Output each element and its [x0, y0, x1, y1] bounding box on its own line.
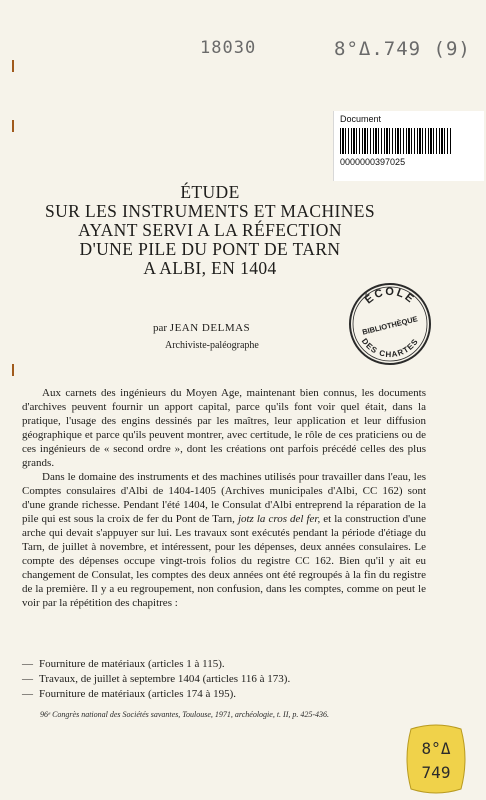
svg-text:DES CHARTES — [360, 337, 420, 359]
author-name: JEAN DELMAS — [169, 322, 251, 334]
list-item: — Fourniture de matériaux (articles 1 à 115). — [22, 658, 225, 670]
page-title — [20, 183, 400, 278]
margin-mark — [12, 364, 14, 376]
barcode-label — [333, 111, 484, 181]
list-item: — Travaux, de juillet à septembre 1404 (articles 116 à 173). — [22, 673, 291, 685]
article-body — [22, 386, 426, 610]
stamp-middle-text: BIBLIOTHÈQUE — [361, 314, 419, 337]
author-line — [153, 322, 250, 334]
library-stamp-icon — [347, 281, 433, 367]
author-prefix: par — [153, 322, 168, 334]
margin-mark — [12, 120, 14, 132]
paragraph: Aux carnets des ingénieurs du Moyen Age, maintenant bien connus, les documents d'archives peuvent fournir un apport capital, parce qu'ils font voir quel était, dans la pratique, l'usage des engins dessinés par les maîtres, leur application et leur diffusion géographique et parce qu'ils peuvent montrer, avec certitude, le rôle de ces praticiens ou de ces ingénieurs de « second ordre », dont les créations ont parfois précédé celles des plus grands. — [22, 387, 426, 469]
barcode-number: 0000000397025 — [340, 157, 406, 167]
author-role: Archiviste-paléographe — [165, 340, 259, 351]
handwritten-call-number: 8°Δ.749 (9) — [334, 38, 471, 60]
shelfmark-label-icon — [403, 723, 469, 795]
title-line: SUR LES INSTRUMENTS ET MACHINES — [44, 201, 376, 221]
paragraph: Dans le domaine des instruments et des machines utilisés pour travailler dans l'eau, les Comptes consulaires d'Albi de 1404-1405 (Archives municipales d'Albi, CC 162) sont d'une grande richesse. Pendant l'été 1404, le Consulat d'Albi entreprend la réparation de la pile qui est sous la croix de fer du Pont de Tarn, jotz la cros del fer, et la construction d'une arche qui devait s'appuyer sur lui. Les travaux sont exécutés pendant la période d'étiage du Tarn, de juillet à novembre, et intéressent, pour les dépenses, deux années consulaires. Le compte des dépenses occupe vingt-trois folios du registre CC 162. Bien qu'il y ait eu changement de Consulat, les comptes des deux années ont été regroupés à la fin du registre de la première. Il y a eu regroupement, non confusion, dans les comptes, comme on peut le voir par la répétition des chapitres : — [22, 471, 426, 609]
italic-quote: jotz la cros del fer, — [237, 513, 321, 525]
chapter-list — [22, 657, 432, 702]
stamp-top-text: ÉCOLE — [362, 285, 418, 307]
stamp-bottom-text: DES CHARTES — [359, 336, 421, 360]
title-line: A ALBI, EN 1404 — [143, 258, 277, 278]
shelfmark-line-1: 8°Δ — [421, 739, 451, 758]
barcode-caption: Document — [340, 114, 382, 124]
margin-mark — [12, 60, 14, 72]
handwritten-number: 18030 — [200, 38, 257, 58]
title-line: D'UNE PILE DU PONT DE TARN — [79, 239, 341, 259]
footnote: 96ᵉ Congrès national des Sociétés savantes, Toulouse, 1971, archéologie, t. II, p. 425-436. — [40, 710, 330, 719]
title-line: ÉTUDE — [180, 182, 240, 202]
title-line: AYANT SERVI A LA RÉFECTION — [78, 220, 342, 240]
list-item: — Fourniture de matériaux (articles 174 à 195). — [22, 688, 237, 700]
shelfmark-line-2: 749 — [421, 763, 451, 782]
barcode-icon — [340, 128, 452, 154]
